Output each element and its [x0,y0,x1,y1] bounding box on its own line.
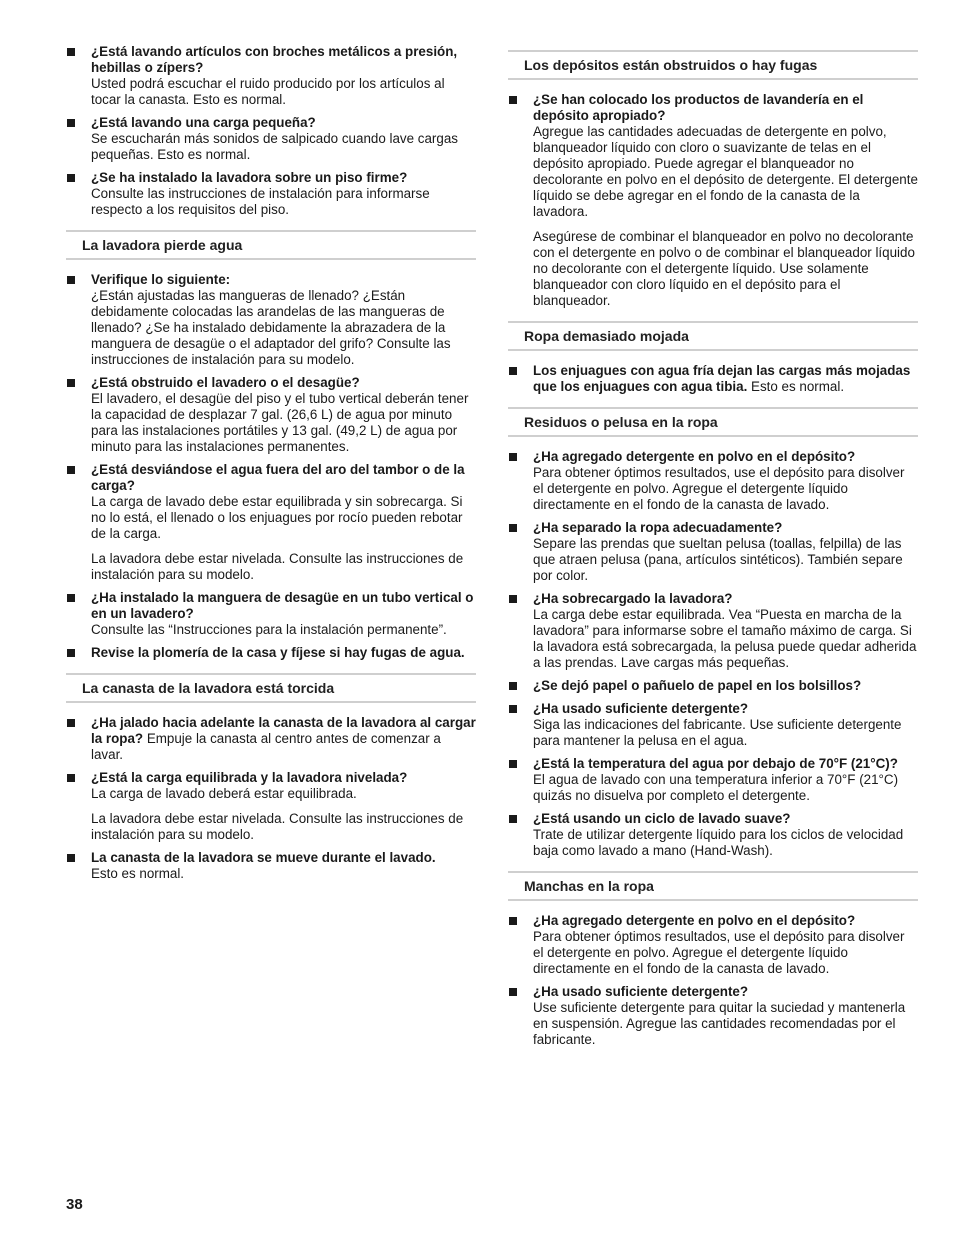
question: ¿Ha separado la ropa adecuadamente? [533,520,783,535]
answer: Consulte las instrucciones de instalación para informarse respecto a los requisitos del piso. [91,186,430,217]
bullet-icon [509,760,517,768]
answer: Esto es normal. [91,866,185,881]
section-heading: Manchas en la ropa [508,871,918,901]
bullet-icon [509,367,517,375]
answer: La carga debe estar equilibrada. Vea “Puesta en marcha de la lavadora” para informarse sobre el tamaño máximo de carga. Si la lavadora está sobrecargada, la pelusa puede quedar adherida a las prendas. Lave cargas más pequeñas. [533,607,917,670]
bullet-icon [509,453,517,461]
answer: Usted podrá escuchar el ruido producido por los artículos al tocar la canasta. Esto es normal. [91,76,445,107]
bullet-icon [67,379,75,387]
answer: Agregue las cantidades adecuadas de detergente en polvo, blanqueador líquido con cloro o suavizante de telas en el depósito apropiado. Puede agregar el blanqueador no decolorante en polvo en el depósito de detergente. El detergente líquido se debe agregar en el fondo de la canasta de la lavadora. [533,124,918,219]
question: ¿Está lavando una carga pequeña? [91,115,316,130]
question: La canasta de la lavadora se mueve durante el lavado. [91,850,436,865]
question: ¿Ha agregado detergente en polvo en el depósito? [533,449,856,464]
answer: Use suficiente detergente para quitar la suciedad y mantenerla en suspensión. Agregue las cantidades recomendadas por el fabricante. [533,1000,906,1047]
question: Revise la plomería de la casa y fíjese si hay fugas de agua. [91,645,465,660]
list-item [66,375,476,455]
question: ¿Ha usado suficiente detergente? [533,701,749,716]
question: ¿Está desviándose el agua fuera del aro del tambor o de la carga? [91,462,465,493]
answer: Trate de utilizar detergente líquido para los ciclos de velocidad baja como lavado a mano (Hand-Wash). [533,827,904,858]
bullet-icon [67,276,75,284]
question: ¿Ha instalado la manguera de desagüe en un tubo vertical o en un lavadero? [91,590,474,621]
bullet-icon [509,988,517,996]
bullet-icon [509,705,517,713]
answer: El lavadero, el desagüe del piso y el tubo vertical deberán tener la capacidad de desplazar 7 gal. (26,6 L) de agua por minuto para las instalaciones portátiles y 13 gal. (49,2 L) de agua por minuto para las instalaciones permanentes. [91,391,469,454]
answer: Para obtener óptimos resultados, use el depósito para disolver el detergente en polvo. Agregue el detergente líquido directamente en el fondo de la canasta de lavado. [533,465,905,512]
answer: Se escucharán más sonidos de salpicado cuando lave cargas pequeñas. Esto es normal. [91,131,458,162]
list-item [66,850,476,882]
bullet-icon [67,719,75,727]
bullet-icon [67,48,75,56]
answer: Siga las indicaciones del fabricante. Use suficiente detergente para mantener la pelusa en el agua. [533,717,902,748]
section-heading: Los depósitos están obstruidos o hay fugas [508,50,918,80]
list-item [66,770,476,802]
list-item [66,590,476,638]
section-heading: La canasta de la lavadora está torcida [66,673,476,703]
question: ¿Ha usado suficiente detergente? [533,984,749,999]
answer: La carga de lavado deberá estar equilibrada. [91,786,357,801]
list-item [66,462,476,542]
question: ¿Está la temperatura del agua por debajo de 70°F (21°C)? [533,756,898,771]
question: ¿Se han colocado los productos de lavandería en el depósito apropiado? [533,92,864,123]
answer: El agua de lavado con una temperatura inferior a 70°F (21°C) quizás no disuelva por completo el detergente. [533,772,899,803]
section-heading: Ropa demasiado mojada [508,321,918,351]
answer: Empuje la canasta al centro antes de comenzar a lavar. [91,731,441,762]
bullet-icon [67,174,75,182]
list-item [66,115,476,163]
question: Verifique lo siguiente: [91,272,231,287]
question: ¿Está la carga equilibrada y la lavadora nivelada? [91,770,408,785]
question: ¿Ha agregado detergente en polvo en el depósito? [533,913,856,928]
question: ¿Ha sobrecargado la lavadora? [533,591,733,606]
list-item [508,756,918,804]
page-number: 38 [66,1196,83,1213]
list-item [66,715,476,763]
bullet-icon [67,466,75,474]
list-item [508,811,918,859]
answer: Separe las prendas que sueltan pelusa (toallas, felpilla) de las que atraen pelusa (pana, artículos sintéticos). También separe por color. [533,536,903,583]
question: ¿Está usando un ciclo de lavado suave? [533,811,791,826]
paragraph: La lavadora debe estar nivelada. Consulte las instrucciones de instalación para su modelo. [91,551,464,582]
right-column [508,50,918,1055]
paragraph: La lavadora debe estar nivelada. Consulte las instrucciones de instalación para su modelo. [91,811,464,842]
bullet-icon [509,96,517,104]
list-item [508,92,918,220]
question: Los enjuagues con agua fría dejan las cargas más mojadas que los enjuagues con agua tibia. [533,363,911,394]
list-item [66,272,476,368]
answer: ¿Están ajustadas las mangueras de llenado? ¿Están debidamente colocadas las arandelas de las mangueras de llenado? ¿Se ha instalado debidamente la abrazadera de la manguera de desagüe o el adaptador del grifo? Consulte las instrucciones de instalación para su modelo. [91,288,451,367]
list-item [508,913,918,977]
bullet-icon [509,917,517,925]
bullet-icon [509,595,517,603]
bullet-icon [509,524,517,532]
section-heading: La lavadora pierde agua [66,230,476,260]
bullet-icon [67,774,75,782]
left-column [66,44,476,889]
question: ¿Está lavando artículos con broches metálicos a presión, hebillas o zípers? [91,44,458,75]
list-item [66,645,476,661]
question: ¿Ha jalado hacia adelante la canasta de la lavadora al cargar la ropa? [91,715,476,746]
bullet-icon [67,854,75,862]
answer: Esto es normal. [751,379,845,394]
section-heading: Residuos o pelusa en la ropa [508,407,918,437]
question: ¿Está obstruido el lavadero o el desagüe? [91,375,360,390]
bullet-icon [67,649,75,657]
bullet-icon [67,594,75,602]
list-item [66,170,476,218]
list-item [508,520,918,584]
list-item [508,984,918,1048]
paragraph: Asegúrese de combinar el blanqueador en polvo no decolorante con el detergente en polvo o de combinar el blanqueador líquido no decolorante con el detergente líquido. Use solamente blanqueador con cloro líquido en el depósito para el blanqueador. [533,229,915,308]
list-item [508,449,918,513]
answer: Para obtener óptimos resultados, use el depósito para disolver el detergente en polvo. Agregue el detergente líquido directamente en el fondo de la canasta de lavado. [533,929,905,976]
answer: Consulte las “Instrucciones para la instalación permanente”. [91,622,447,637]
bullet-icon [67,119,75,127]
list-item [508,363,918,395]
list-item [508,591,918,671]
list-item [66,44,476,108]
bullet-icon [509,815,517,823]
answer: La carga de lavado debe estar equilibrada y sin sobrecarga. Si no lo está, el llenado o los enjuagues por rocío pueden rebotar de la carga. [91,494,463,541]
list-item [508,678,918,694]
list-item [508,701,918,749]
question: ¿Se ha instalado la lavadora sobre un piso firme? [91,170,408,185]
bullet-icon [509,682,517,690]
question: ¿Se dejó papel o pañuelo de papel en los bolsillos? [533,678,862,693]
